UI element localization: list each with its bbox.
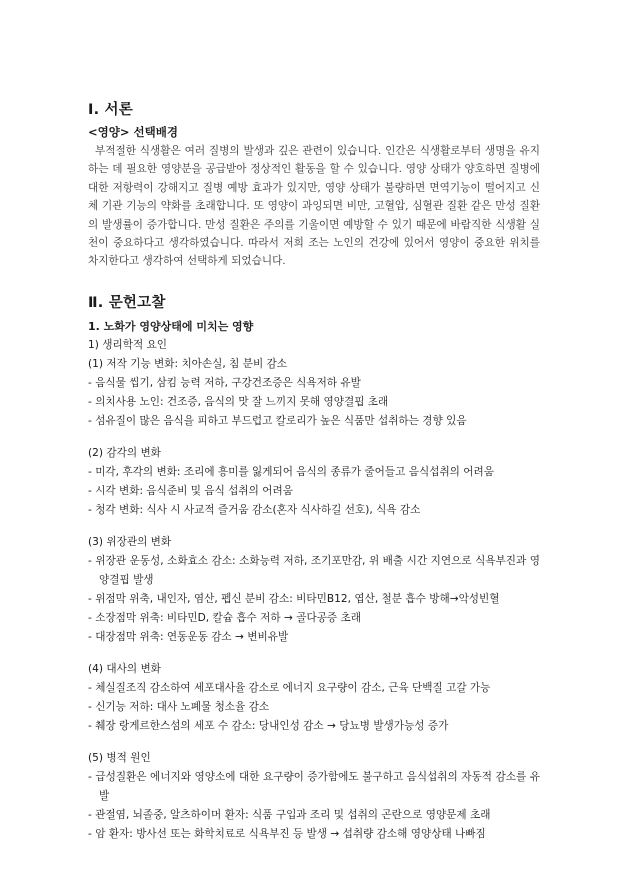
document-content	[88, 100, 540, 844]
group-title: (4) 대사의 변화	[88, 662, 161, 675]
factor-group	[88, 660, 540, 736]
list-item: - 췌장 랑게르한스섬의 세포 수 감소: 당내인성 감소 → 당뇨병 발생가능성 증가	[88, 719, 449, 732]
group-title: (3) 위장관의 변화	[88, 535, 172, 548]
group-title: (5) 병적 원인	[88, 751, 151, 764]
list-item: - 미각, 후각의 변화: 조리에 흥미를 잃게되어 음식의 종류가 줄어들고 음식섭취의 어려움	[88, 465, 494, 478]
list-item: - 청각 변화: 식사 시 사교적 즐거움 감소(혼자 식사하길 선호), 식욕 감소	[88, 503, 421, 516]
list-item: - 대장점막 위축: 연동운동 감소 → 변비유발	[88, 630, 289, 643]
factor-group	[88, 444, 540, 520]
list-item: - 급성질환은 에너지와 영양소에 대한 요구량이 증가함에도 불구하고 음식섭취의 자동적 감소를 유발	[88, 770, 540, 802]
group-spacer	[88, 520, 540, 533]
list-item: - 음식물 씹기, 삼킴 능력 저하, 구강건조증은 식욕저하 유발	[88, 376, 361, 389]
intro-paragraph: 부적절한 식생활은 여러 질병의 발생과 깊은 관련이 있습니다. 인간은 식생활로부터 생명을 유지하는 데 필요한 영양분을 공급받아 정상적인 활동을 할 수 있습니다. 영양 상태가 양호하면 질병에 대한 저항력이 강해지고 질병 예방 효과가 있지만, 영양 상태가 불량하면 면역기능이 떨어지고 신체 기관 기능의 약화를 초래합니다. 또 영양이 과잉되면 비만, 고혈압, 심혈관 질환 같은 만성 질환의 발생률이 증가합니다. 만성 질환은 주의를 기울이면 예방할 수 있기 때문에 바람직한 식생활 실천이 중요하다고 생각하였습니다. 따라서 저희 조는 노인의 건강에 있어서 영양이 중요한 위치를 차지한다고 생각하여 선택하게 되었습니다.	[88, 145, 540, 268]
factor-group	[88, 533, 540, 647]
factor-title: 1) 생리학적 요인	[88, 338, 168, 351]
section-heading-intro: Ⅰ. 서론	[88, 102, 133, 118]
factor-group	[88, 749, 540, 844]
list-item: - 섬유질이 많은 음식을 피하고 부드럽고 칼로리가 높은 식품만 섭취하는 경향 있음	[88, 414, 467, 427]
intro-subheading: <영양> 선택배경	[88, 125, 178, 139]
list-item: - 관절염, 뇌졸중, 알츠하이머 환자: 식품 구입과 조리 및 섭취의 곤란으로 영양문제 초래	[88, 808, 491, 821]
list-item: - 시각 변화: 음식준비 및 음식 섭취의 어려움	[88, 484, 293, 497]
group-spacer	[88, 736, 540, 749]
list-item: - 소장점막 위축: 비타민D, 칼슘 흡수 저하 → 골다공증 초래	[88, 611, 362, 624]
factor-group	[88, 355, 540, 431]
list-item: - 암 환자: 방사선 또는 화학치료로 식욕부진 등 발생 → 섭취량 감소해 영양상태 나빠짐	[88, 827, 486, 840]
list-item: - 의치사용 노인: 건조증, 음식의 맛 잘 느끼지 못해 영양결핍 초래	[88, 395, 389, 408]
group-spacer	[88, 431, 540, 444]
group-spacer	[88, 647, 540, 660]
factor-groups	[88, 355, 540, 844]
group-title: (1) 저작 기능 변화: 치아손실, 침 분비 감소	[88, 357, 288, 370]
group-title: (2) 감각의 변화	[88, 446, 161, 459]
list-item: - 위점막 위축, 내인자, 염산, 펩신 분비 감소: 비타민B12, 엽산, 철분 흡수 방해→악성빈혈	[88, 592, 500, 605]
list-item: - 체실질조직 감소하여 세포대사율 감소로 에너지 요구량이 감소, 근육 단백질 고갈 가능	[88, 681, 491, 694]
list-item: - 위장관 운동성, 소화효소 감소: 소화능력 저하, 조기포만감, 위 배출 시간 지연으로 식욕부진과 영양결핍 발생	[88, 554, 540, 586]
review-subheading: 1. 노화가 영양상태에 미치는 영향	[88, 319, 254, 333]
section-heading-review: Ⅱ. 문헌고찰	[88, 294, 166, 311]
list-item: - 신기능 저하: 대사 노폐물 청소율 감소	[88, 700, 270, 713]
